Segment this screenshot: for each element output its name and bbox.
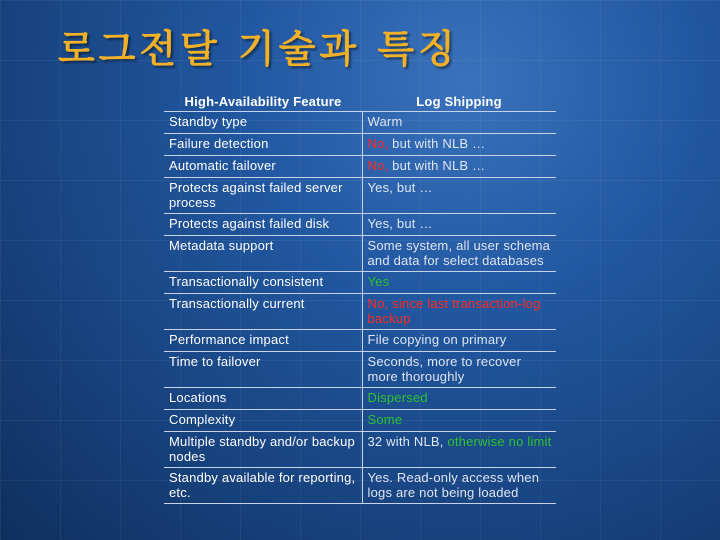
table-row xyxy=(164,468,556,504)
table-row xyxy=(164,156,556,178)
header-feature: High-Availability Feature xyxy=(164,90,362,112)
value-highlight: Dispersed xyxy=(367,390,428,405)
value-cell xyxy=(362,352,556,388)
table-row xyxy=(164,352,556,388)
value-highlight: No, xyxy=(367,158,389,173)
value-cell xyxy=(362,134,556,156)
value-post: but with NLB … xyxy=(388,136,486,151)
table-row xyxy=(164,236,556,272)
table-row xyxy=(164,388,556,410)
feature-cell: Transactionally consistent xyxy=(164,272,362,294)
header-log-shipping: Log Shipping xyxy=(362,90,556,112)
value-cell xyxy=(362,236,556,272)
value-cell xyxy=(362,294,556,330)
feature-cell: Metadata support xyxy=(164,236,362,272)
value-post: File copying on primary xyxy=(367,332,507,347)
feature-cell: Locations xyxy=(164,388,362,410)
value-cell xyxy=(362,330,556,352)
feature-cell: Failure detection xyxy=(164,134,362,156)
value-cell xyxy=(362,214,556,236)
table-row xyxy=(164,214,556,236)
value-cell xyxy=(362,432,556,468)
value-post: Yes, but … xyxy=(367,180,433,195)
value-highlight: Yes xyxy=(367,274,390,289)
value-post: Yes, but … xyxy=(367,216,433,231)
value-post: but with NLB … xyxy=(388,158,486,173)
value-pre: 32 with NLB, xyxy=(367,434,448,449)
feature-cell: Automatic failover xyxy=(164,156,362,178)
value-post: Yes. Read-only access when logs are not being loaded xyxy=(367,470,540,500)
value-highlight: No, xyxy=(367,136,389,151)
table-row xyxy=(164,330,556,352)
feature-cell: Protects against failed server process xyxy=(164,178,362,214)
feature-cell: Complexity xyxy=(164,410,362,432)
value-highlight: No, since last transaction-log backup xyxy=(367,296,541,326)
feature-cell: Standby type xyxy=(164,112,362,134)
feature-cell: Protects against failed disk xyxy=(164,214,362,236)
value-cell xyxy=(362,410,556,432)
table-row xyxy=(164,112,556,134)
table-row xyxy=(164,294,556,330)
value-cell xyxy=(362,468,556,504)
value-cell xyxy=(362,178,556,214)
slide-title: 로그전달 기술과 특징 xyxy=(58,27,459,71)
value-cell xyxy=(362,388,556,410)
table-row xyxy=(164,134,556,156)
value-post: Seconds, more to recover more thoroughly xyxy=(367,354,522,384)
value-cell xyxy=(362,112,556,134)
feature-cell: Performance impact xyxy=(164,330,362,352)
table-row xyxy=(164,178,556,214)
value-cell xyxy=(362,156,556,178)
table-row xyxy=(164,410,556,432)
value-highlight: Some xyxy=(367,412,403,427)
table-row xyxy=(164,272,556,294)
feature-cell: Transactionally current xyxy=(164,294,362,330)
value-post: Some system, all user schema and data for select databases xyxy=(367,238,551,268)
feature-cell: Multiple standby and/or backup nodes xyxy=(164,432,362,468)
table-row xyxy=(164,432,556,468)
table-header-row xyxy=(164,90,556,112)
value-highlight: otherwise no limit xyxy=(447,434,552,449)
comparison-table xyxy=(164,90,556,504)
feature-cell: Standby available for reporting, etc. xyxy=(164,468,362,504)
feature-cell: Time to failover xyxy=(164,352,362,388)
value-cell xyxy=(362,272,556,294)
value-post: Warm xyxy=(367,114,403,129)
